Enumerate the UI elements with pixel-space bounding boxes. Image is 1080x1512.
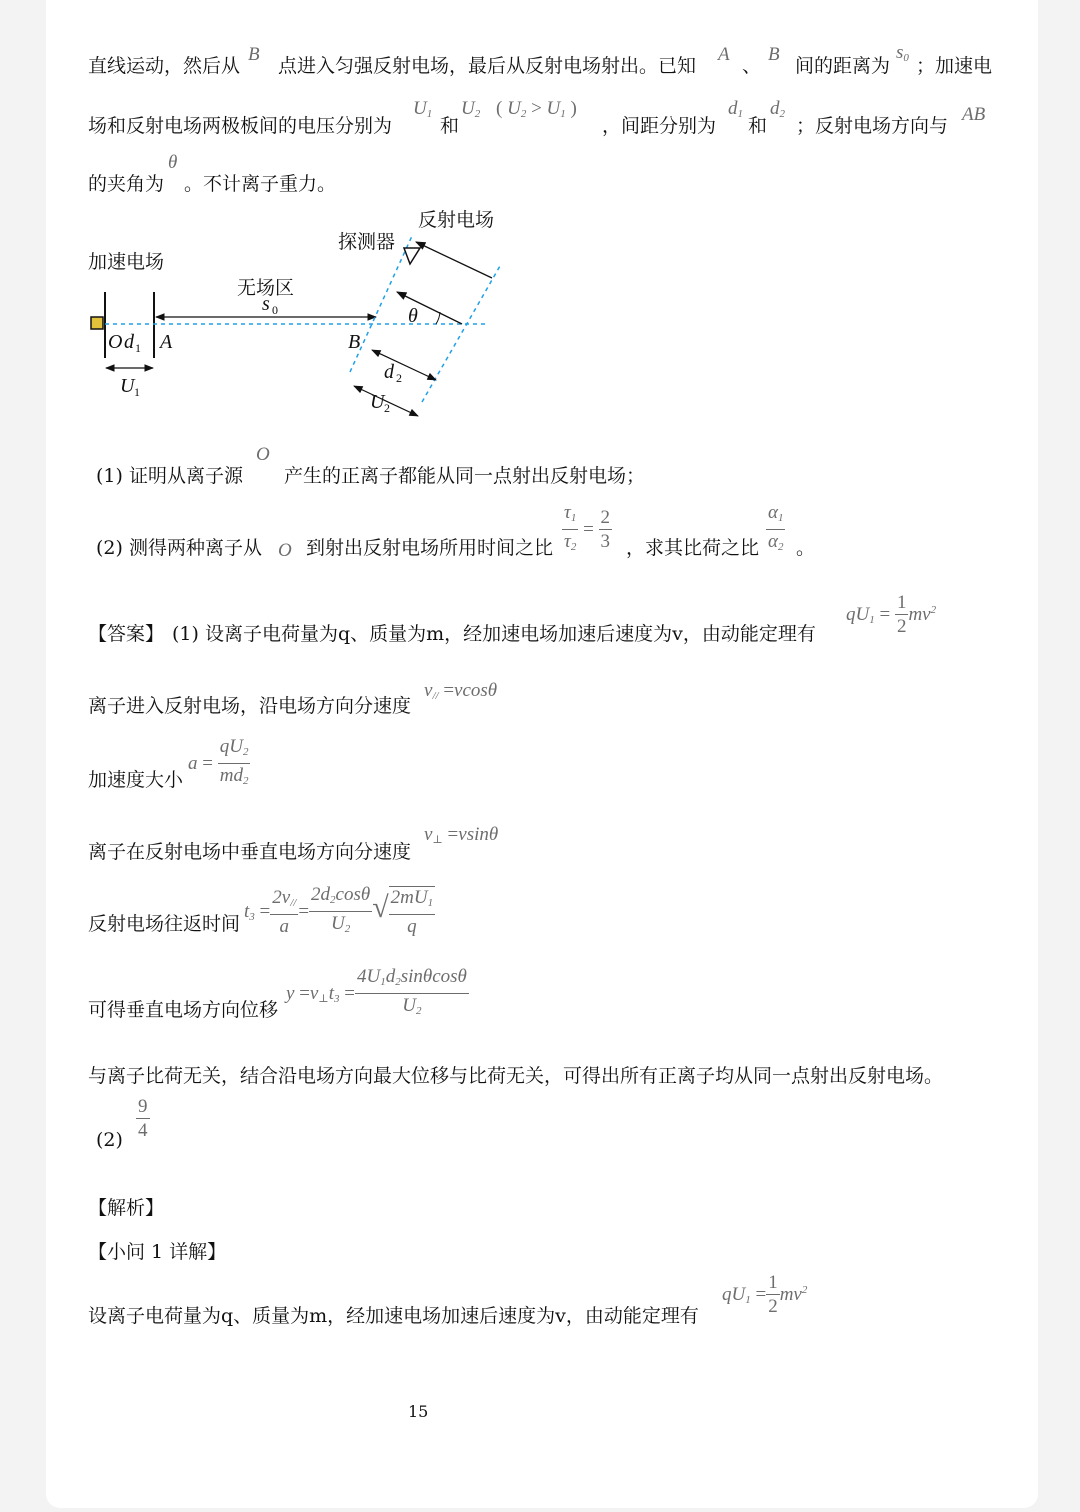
eq-v-parallel: $v_{//} =vcos\theta$ [424, 680, 498, 702]
intro-line1-text-d: 间的距离为 [795, 55, 891, 77]
physics-diagram [0, 200, 1080, 640]
eq-acceleration: a = $\frac{qU_2}{md_2}$ [188, 736, 249, 787]
diagram-label-U2: U [370, 391, 385, 413]
answer-line-3: 加速度大小 [88, 769, 184, 791]
field-arrow-2 [397, 292, 462, 324]
diagram-label-s: s [262, 293, 270, 315]
question-2-text-c: ，求其比荷之比 [626, 537, 760, 559]
theta-arc [436, 312, 440, 324]
math-U2: $U_2$ [461, 98, 481, 120]
analysis-line-1: 设离子电荷量为q、质量为m，经加速电场加速后速度为v，由动能定理有 [88, 1305, 699, 1327]
math-d1: $d_1$ [728, 98, 743, 120]
intro-line2-text-a: 场和反射电场两极板间的电压分别为 [88, 115, 393, 137]
diagram-label-reflect: 反射电场 [418, 209, 495, 231]
diagram-sub-1a: 1 [135, 341, 141, 355]
diagram-label-A: A [160, 331, 173, 353]
intro-line2-text-c: ，间距分别为 [602, 115, 717, 137]
answer-2-value: $\frac{9}{4}$ [138, 1096, 148, 1141]
diagram-label-d1: d [124, 331, 134, 353]
diagram-sub-0: 0 [272, 303, 278, 317]
intro-line3-text-a: 的夹角为 [88, 173, 165, 195]
math-B2: B [768, 44, 780, 65]
diagram-label-O: O [108, 331, 123, 353]
question-2-text-d: 。 [796, 537, 816, 559]
ion-source-icon [91, 317, 103, 329]
answer-line-6: 可得垂直电场方向位移 [88, 999, 279, 1021]
answer-line-4: 离子在反射电场中垂直电场方向分速度 [88, 841, 412, 863]
analysis-heading: 【解析】 [88, 1197, 165, 1219]
reflect-plate-right [422, 266, 500, 402]
intro-line3-text-b: 。不计离子重力。 [184, 173, 337, 195]
detector-icon [404, 248, 420, 264]
math-B: B [248, 44, 260, 65]
answer-line-2: 离子进入反射电场，沿电场方向分速度 [88, 695, 412, 717]
diagram-label-B: B [348, 331, 361, 353]
eq-v-perp: $v_\perp =vsin\theta$ [424, 824, 499, 846]
math-theta: θ [168, 152, 178, 173]
diagram-label-U1: U [120, 375, 135, 397]
question-2-text-a: (2) 测得两种离子从 [96, 537, 262, 559]
math-time-ratio: $\frac{\tau_1}{\tau_2}$ = $\frac{2}{3}$ [564, 502, 611, 553]
question-1-text-a: (1) 证明从离子源 [96, 465, 243, 487]
diagram-label-detector: 探测器 [338, 231, 396, 253]
intro-line1-text-a: 直线运动，然后从 [88, 55, 241, 77]
math-d2: $d_2$ [770, 98, 785, 120]
d2-arrow [372, 350, 436, 380]
math-U1: $U_1$ [413, 98, 433, 120]
intro-line1-text-c: 、 [742, 55, 762, 77]
question-1-text-b: 产生的正离子都能从同一点射出反射电场； [284, 465, 646, 487]
intro-line1-text-e: ；加速电 [916, 55, 993, 77]
answer-line-1: (1) 设离子电荷量为q、质量为m，经加速电场加速后速度为v，由动能定理有 [172, 623, 816, 645]
diagram-label-accel: 加速电场 [88, 251, 165, 273]
math-charge-ratio: $\frac{\alpha_1}{\alpha_2}$ [768, 502, 784, 553]
answer-line-8: (2) [96, 1129, 123, 1151]
math-s0: $s_0$ [896, 42, 909, 64]
math-AB: AB [962, 104, 986, 125]
math-O2: O [278, 540, 292, 561]
analysis-subheading: 【小问 1 详解】 [88, 1241, 227, 1263]
intro-line1-text-b: 点进入匀强反射电场，最后从反射电场射出。已知 [278, 55, 697, 77]
eq-energy-2: $qU_1$ = $\frac{1}{2}$ $mv^2$ [722, 1272, 808, 1317]
question-2-text-b: 到射出反射电场所用时间之比 [306, 537, 554, 559]
diagram-sub-1b: 1 [134, 385, 140, 399]
diagram-sub-2a: 2 [396, 371, 402, 385]
eq-displacement: $y =v_\perp t_3$ = $\frac{4U_1d_2\sin\theta\cos\theta}{U_2}$ [286, 966, 467, 1017]
answer-heading: 【答案】 [88, 623, 165, 645]
math-O: O [256, 444, 270, 465]
diagram-sub-2b: 2 [384, 401, 390, 415]
field-arrow-1 [416, 242, 492, 278]
page-number: 15 [408, 1402, 429, 1421]
diagram-label-d2: d [384, 361, 394, 383]
eq-time: $t_3$ = $\frac{2v_{//}}{a}$ = $\frac{2d_2\cos\theta}{U_2}$ √ $\frac{2mU_1}{q}$ [244, 884, 434, 937]
diagram-label-nofield: 无场区 [237, 277, 295, 299]
diagram-label-theta: θ [408, 305, 418, 327]
answer-line-7: 与离子比荷无关，结合沿电场方向最大位移与比荷无关，可得出所有正离子均从同一点射出反射电场。 [88, 1065, 944, 1087]
intro-line2-text-d: 和 [748, 115, 768, 137]
math-U2-gt-U1: ( $U_2 > U_1$ ) [496, 98, 577, 120]
eq-energy: $qU_1$ = $\frac{1}{2}$ $mv^2$ [846, 592, 937, 637]
intro-line2-text-b: 和 [440, 115, 460, 137]
answer-line-5: 反射电场往返时间 [88, 913, 241, 935]
math-A: A [718, 44, 730, 65]
intro-line2-text-e: ；反射电场方向与 [796, 115, 949, 137]
